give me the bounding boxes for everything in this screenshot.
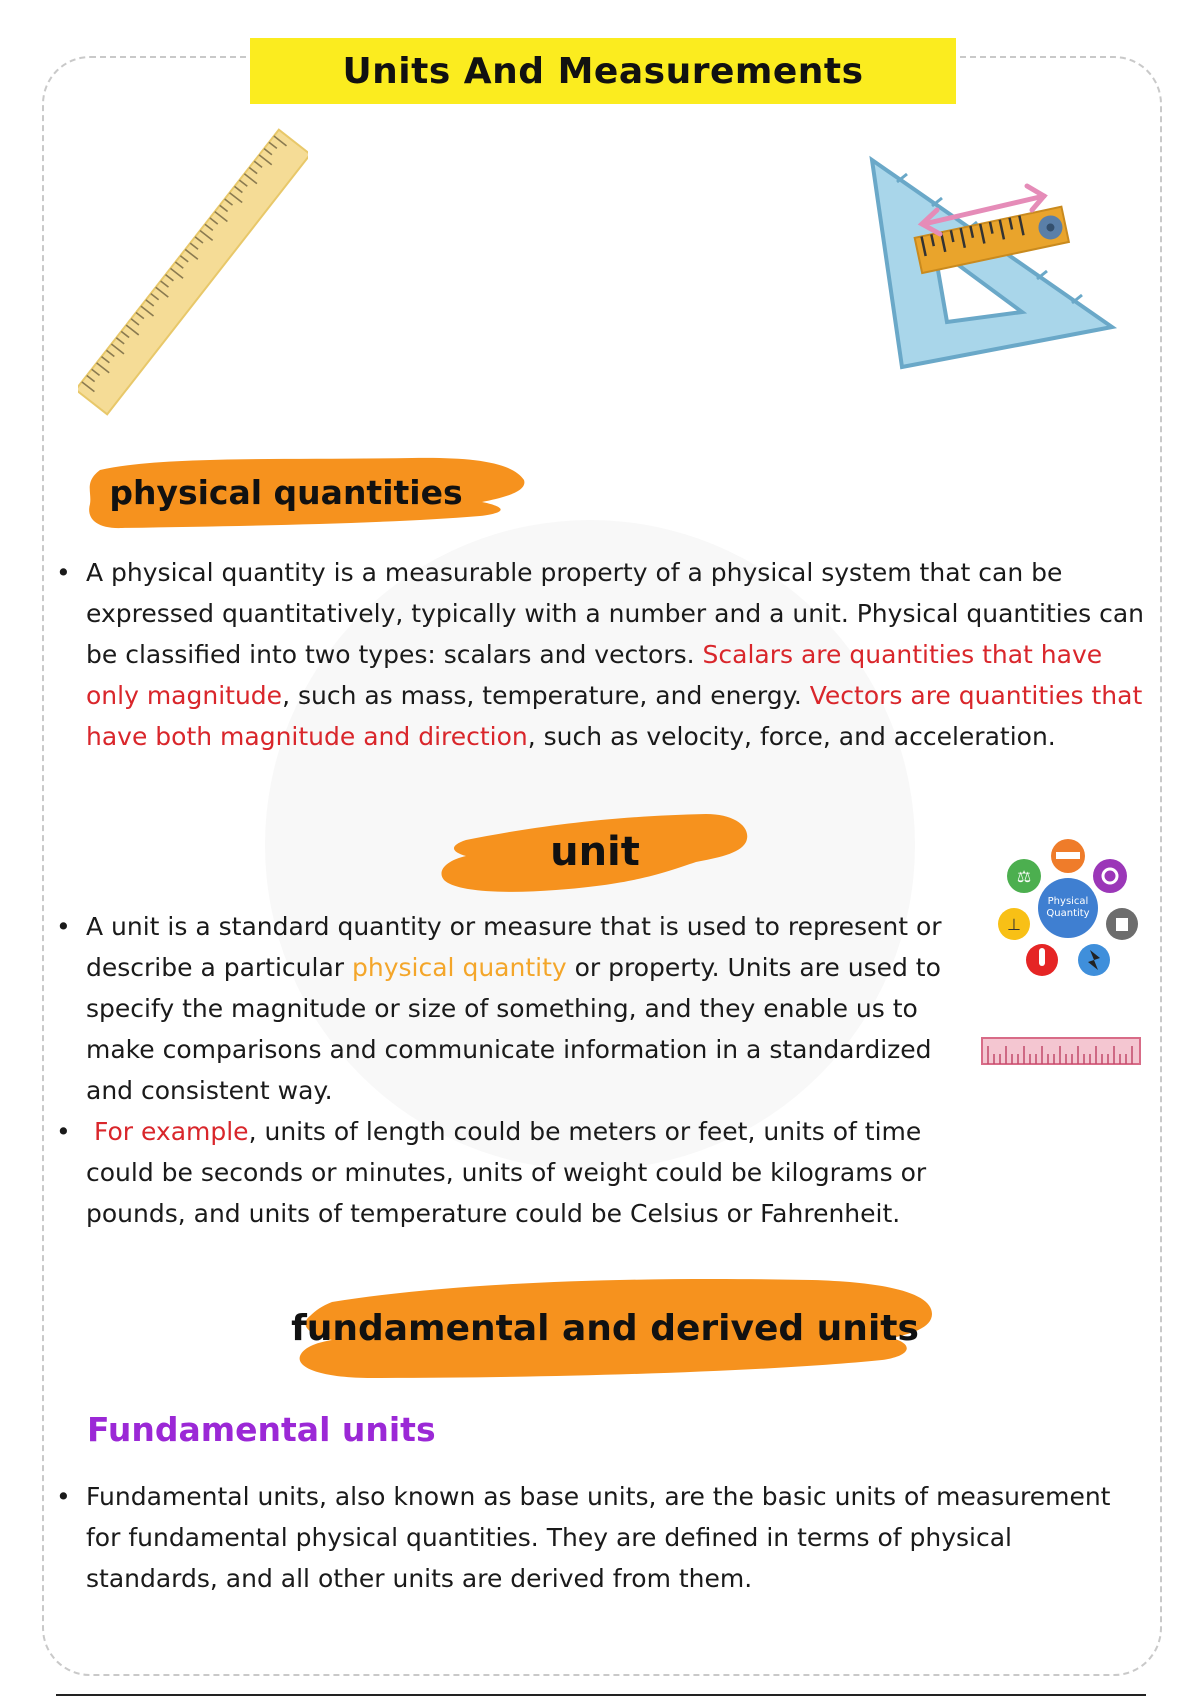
unit-paragraph: [56, 906, 986, 1234]
diagram-center-text: Physical: [1047, 896, 1089, 907]
scale-glyph: ⚖: [1016, 867, 1032, 886]
physical-quantity-diagram-icon: [994, 836, 1144, 986]
title-banner: [250, 38, 956, 104]
list-item: [56, 552, 1146, 757]
highlight-vectors: Vectors are quantities that have both magnitude and direction: [86, 681, 1143, 751]
set-square-icon: [862, 152, 1122, 374]
body-text: or property. Units are used to specify the magnitude or size of something, and they enable us to make comparisons and communicate information in a standardized and consistent way.: [86, 953, 941, 1105]
heading-text: fundamental and derived units: [291, 1307, 919, 1349]
bullet-dot: •: [56, 912, 71, 941]
diagram-center-text: Quantity: [1046, 908, 1090, 919]
bullet-dot: •: [56, 1482, 71, 1511]
list-item: [56, 1111, 986, 1234]
body-text: , units of length could be meters or feet, units of time could be seconds or minutes, units of weight could be kilograms or pounds, and units of temperature could be Celsius or Fahrenheit.: [86, 1117, 927, 1228]
body-text: Fundamental units, also known as base units, are the basic units of measurement for fundamental physical quantities. They are defined in terms of physical standards, and all other units are derived from them.: [86, 1482, 1111, 1593]
body-text: A physical quantity is a measurable property of a physical system that can be expressed quantitatively, typically with a number and a unit. Physical quantities can be classified into two types: scalars and vectors.: [86, 558, 1145, 669]
heading-text: physical quantities: [109, 472, 463, 512]
body-text: , such as velocity, force, and acceleration.: [527, 722, 1056, 751]
bullet-dot: •: [56, 558, 71, 587]
subheading-fundamental-units: Fundamental units: [87, 1410, 436, 1449]
small-ruler-icon: [980, 1036, 1142, 1066]
highlight-physical-quantity: physical quantity: [352, 953, 567, 982]
fundamental-units-paragraph: [56, 1476, 1146, 1599]
weight-glyph: ⊥: [1007, 915, 1021, 934]
physical-quantities-paragraph: [56, 552, 1146, 757]
highlight-for-example: For example: [93, 1117, 249, 1146]
heading-text: unit: [550, 829, 640, 875]
heading-physical-quantities: [82, 452, 530, 532]
list-item: [56, 1476, 1146, 1599]
heading-unit: [436, 810, 754, 894]
ruler-icon: [78, 122, 308, 422]
bottom-rule: [56, 1694, 1146, 1696]
page-title: Units And Measurements: [342, 50, 864, 92]
list-item: [56, 906, 986, 1111]
body-text: , such as mass, temperature, and energy.: [282, 681, 810, 710]
highlight-scalars: Scalars are quantities that have only magnitude: [86, 640, 1103, 710]
bullet-dot: •: [56, 1117, 71, 1146]
heading-fundamental-derived: [292, 1272, 938, 1384]
body-text: A unit is a standard quantity or measure that is used to represent or describe a particular: [86, 912, 942, 982]
